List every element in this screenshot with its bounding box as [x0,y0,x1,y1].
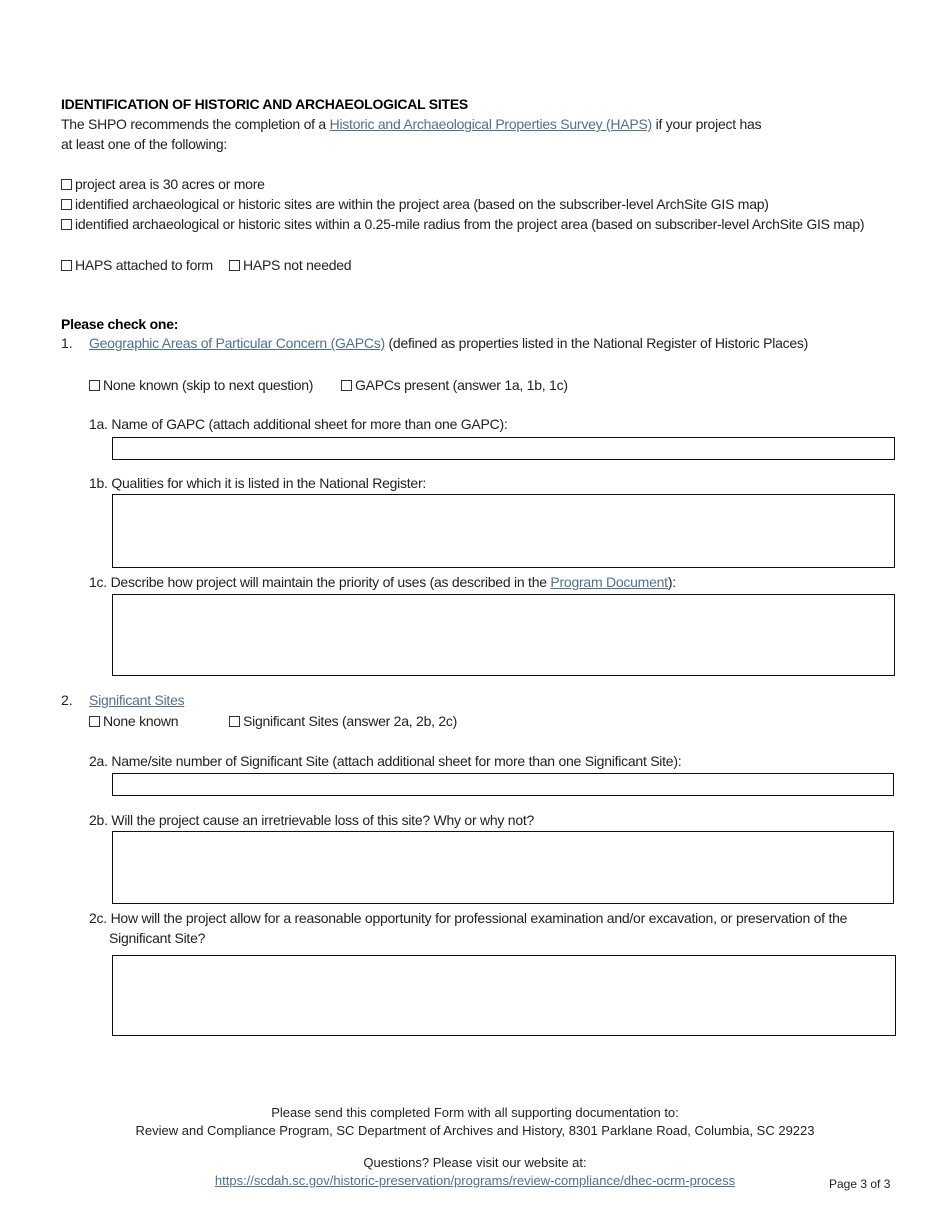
checkbox[interactable] [61,179,72,190]
gapc-link[interactable]: Geographic Areas of Particular Concern (GAPCs) [89,335,385,351]
q2-present-option[interactable] [229,711,457,731]
checkbox[interactable] [89,380,100,391]
q2c-label-line2: Significant Site? [109,930,206,946]
check-one-heading: Please check one: [61,316,179,332]
criteria-item-radius[interactable] [61,214,864,234]
footer-address-line: Review and Compliance Program, SC Department of Archives and History, 8301 Parklane Road, Columbia, SC 29223 [135,1123,815,1138]
q1a-label: 1a. Name of GAPC (attach additional sheet for more than one GAPC): [89,416,508,432]
criteria-label: identified archaeological or historic sites within a 0.25-mile radius from the project area (based on subscriber-level ArchSite GIS map) [75,216,865,232]
q1-none-option[interactable] [89,375,313,395]
checkbox[interactable] [229,260,240,271]
q1b-label: 1b. Qualities for which it is listed in the National Register: [89,475,426,491]
section-heading: IDENTIFICATION OF HISTORIC AND ARCHAEOLOGICAL SITES [61,96,468,112]
intro-line-2: at least one of the following: [61,136,228,152]
checkbox[interactable] [89,716,100,727]
q2-none-option[interactable] [89,711,178,731]
criteria-item-within[interactable] [61,194,769,214]
intro-paragraph [61,114,761,134]
haps-attached-option[interactable] [61,255,213,275]
q1-description: (defined as properties listed in the National Register of Historic Places) [384,335,809,351]
checkbox[interactable] [61,199,72,210]
q1-present-label: GAPCs present (answer 1a, 1b, 1c) [355,377,568,393]
program-document-link[interactable]: Program Document [550,574,668,590]
footer-url-row [0,1172,950,1190]
q2-present-label: Significant Sites (answer 2a, 2b, 2c) [243,713,458,729]
intro-text-pre: The SHPO recommends the completion of a [61,116,330,132]
q2-none-label: None known [103,713,179,729]
criteria-item-acres[interactable] [61,174,265,194]
q1c-input[interactable] [112,594,895,676]
q1-number: 1. [61,335,73,351]
q1a-input[interactable] [112,437,895,460]
q1-none-label: None known (skip to next question) [103,377,314,393]
q2a-label: 2a. Name/site number of Significant Site (attach additional sheet for more than one Significant Site): [89,753,682,769]
q2b-input[interactable] [112,831,894,904]
q1c-label-post: ): [667,574,676,590]
footer-questions-line: Questions? Please visit our website at: [363,1155,587,1170]
haps-not-needed-option[interactable] [229,255,351,275]
q1-present-option[interactable] [341,375,568,395]
checkbox[interactable] [341,380,352,391]
q2c-label-line1: 2c. How will the project allow for a reasonable opportunity for professional examination and/or excavation, or preservation of the [89,910,848,926]
website-link[interactable]: https://scdah.sc.gov/historic-preservation/programs/review-compliance/dhec-ocrm-process [214,1173,736,1188]
q2b-label: 2b. Will the project cause an irretrievable loss of this site? Why or why not? [89,812,535,828]
q2a-input[interactable] [112,773,894,796]
q1c-label [89,572,676,592]
page-number: Page 3 of 3 [829,1177,891,1191]
haps-link[interactable]: Historic and Archaeological Properties Survey (HAPS) [329,116,652,132]
q2-number: 2. [61,692,73,708]
haps-attached-label: HAPS attached to form [75,257,213,273]
q1b-input[interactable] [112,494,895,568]
checkbox[interactable] [229,716,240,727]
checkbox[interactable] [61,260,72,271]
q1c-label-pre: 1c. Describe how project will maintain the priority of uses (as described in the [89,574,551,590]
checkbox[interactable] [61,219,72,230]
footer-send-line: Please send this completed Form with all supporting documentation to: [271,1105,679,1120]
haps-not-needed-label: HAPS not needed [243,257,352,273]
q1-text [89,333,808,353]
intro-text-post: if your project has [651,116,762,132]
significant-sites-link[interactable]: Significant Sites [89,692,185,708]
criteria-label: identified archaeological or historic sites are within the project area (based on the subscriber-level ArchSite GIS map) [75,196,769,212]
criteria-label: project area is 30 acres or more [75,176,265,192]
q2c-input[interactable] [112,955,896,1036]
